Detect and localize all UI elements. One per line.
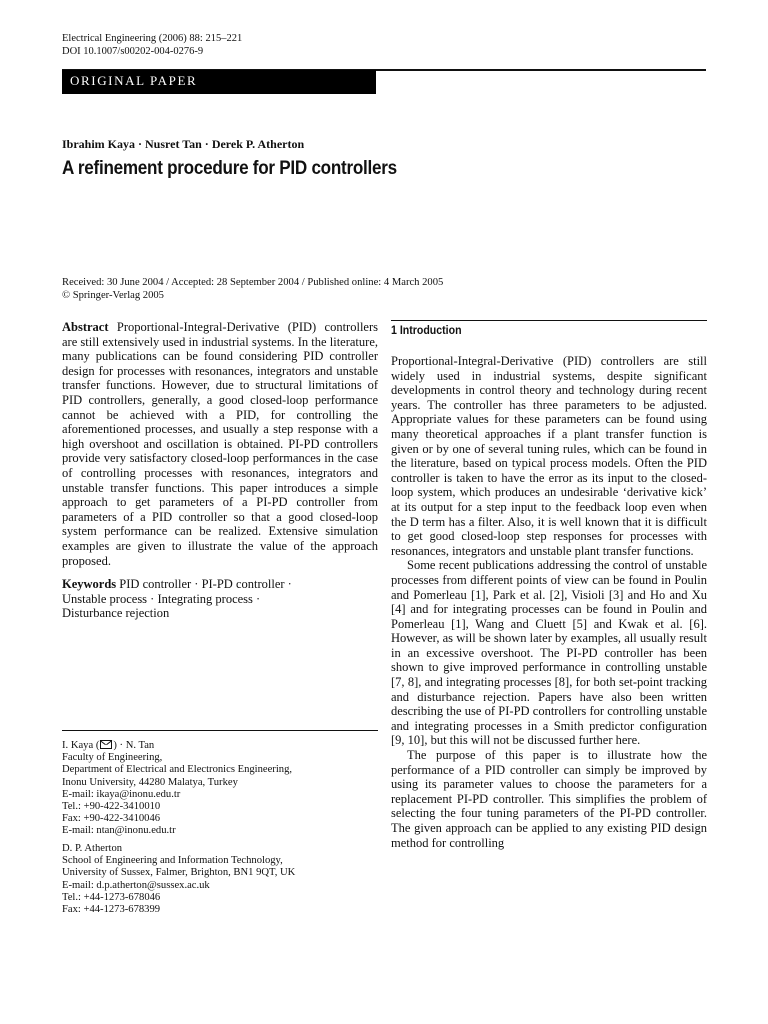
publication-dates: [62, 277, 443, 302]
left-column: [62, 320, 378, 621]
affiliation-name: D. P. Atherton: [62, 843, 123, 854]
introduction-body: [391, 354, 707, 850]
affiliation-kaya-tan: [62, 740, 292, 838]
keywords-label: Keywords: [62, 577, 117, 592]
affiliation-line: Inonu University, 44280 Malatya, Turkey: [62, 776, 238, 788]
affiliation-line: Faculty of Engineering,: [62, 752, 163, 764]
section-heading: 1 Introduction: [391, 325, 462, 337]
affiliation-line: University of Sussex, Falmer, Brighton, BN1 9QT, UK: [62, 867, 296, 879]
affiliation-email: E-mail: d.p.atherton@sussex.ac.uk: [62, 879, 210, 891]
received-dates: Received: 30 June 2004 / Accepted: 28 September 2004 / Published online: 4 March 2005: [62, 277, 444, 288]
affiliation-fax: Fax: +44-1273-678399: [62, 904, 161, 916]
affiliation-atherton: [62, 843, 295, 916]
affiliation-tel: Tel.: +44-1273-678046: [62, 891, 161, 903]
journal-citation: Electrical Engineering (2006) 88: 215–221: [62, 33, 243, 44]
author-list: Ibrahim Kaya · Nusret Tan · Derek P. Atherton: [62, 137, 305, 151]
copyright: © Springer-Verlag 2005: [62, 289, 164, 301]
paper-title: A refinement procedure for PID controllers: [62, 158, 397, 179]
article-type-banner: ORIGINAL PAPER: [62, 70, 376, 94]
journal-info: [62, 33, 242, 58]
keywords-line-2: Unstable process · Integrating process ·: [62, 591, 261, 606]
affiliation-tel: Tel.: +90-422-3410010: [62, 801, 161, 813]
doi: DOI 10.1007/s00202-004-0276-9: [62, 45, 204, 57]
affiliation-fax: Fax: +90-422-3410046: [62, 813, 161, 825]
intro-paragraph-1: Proportional-Integral-Derivative (PID) controllers are still widely used in industrial systems, despite significant developments in control theory and technology during recent years. The controller has three parameters to be adjusted. Appropriate values for these parameters can be found using many theoretical approaches if a plant transfer function is given or by one of several tuning rules, which can be found in the literature, based on typical process models. Often the PID controller is taken to have the error as its input to the closed-loop system, which produces an undesirable ‘derivative kick’ at its output for a step input to the feedback loop even when the D term has a filter. Also, it is well known that it is difficult to get good closed-loop step responses for processes with resonances, integrators and unstable plant transfer functions.: [391, 354, 707, 558]
affiliation-names-part2: ) · N. Tan: [113, 740, 155, 751]
abstract-text: Proportional-Integral-Derivative (PID) controllers are still extensively used in industrial systems. In the literature, many publications can be found considering PID controller design for processes with resonances, integrators and unstable transfer functions. However, due to structural limitations of PID controllers, generally, a good closed-loop performance cannot be achieved with a PID, for controlling the aforementioned processes, and usually a step response with a high overshoot and oscillation is obtained. PI-PD controllers provide very satisfactory closed-loop performances in the case of controlling processes with resonances, integrators and unstable transfer functions. This paper introduces a simple approach to get parameters of a PI-PD controller from parameters of a PID controller so that a good closed-loop system performance can be realized. Extensive simulation examples are given to illustrate the value of the approach proposed.: [62, 320, 378, 568]
abstract: [62, 320, 378, 568]
keywords: [62, 577, 378, 621]
envelope-icon: [100, 740, 112, 749]
keywords-line-3: Disturbance rejection: [62, 606, 170, 621]
affiliation-rule: [62, 730, 378, 731]
affiliation-line: Department of Electrical and Electronics Engineering,: [62, 764, 293, 776]
affiliation-email: E-mail: ikaya@inonu.edu.tr: [62, 788, 181, 800]
affiliation-line: School of Engineering and Information Technology,: [62, 855, 283, 867]
keywords-line-1: PID controller · PI-PD controller ·: [119, 577, 292, 592]
abstract-label: Abstract: [62, 320, 109, 334]
intro-paragraph-2: Some recent publications addressing the control of unstable processes from different points of view can be found in Poulin and Pomerleau [1], Park et al. [2], Visioli [3] and Ho and Xu [4] and for integrating processes can be found in Poulin and Pomerleau [1], Wang and Cluett [5] and Kwak et al. [6]. However, as will be shown later by examples, all usually result in an excessive overshoot. The PI-PD controller has been shown to give improved performance in controlling unstable [7, 8], and integrating processes [8], for both set-point tracking and disturbance rejection. Papers have also been written describing the use of PI-PD controllers for controlling unstable and integrating processes in a Smith predictor configuration [9, 10], but this will not be discussed further here.: [391, 558, 707, 748]
intro-paragraph-3: The purpose of this paper is to illustrate how the performance of a PID controller can simply be improved by using its parameter values to choose the parameters for a replacement PI-PD controller. This simplifies the problem of selecting the four tuning parameters of the PI-PD controller. The given approach can be applied to any existing PID design method for controlling: [391, 748, 707, 850]
section-rule: [391, 320, 707, 321]
affiliation-email: E-mail: ntan@inonu.edu.tr: [62, 825, 176, 837]
affiliation-names-part1: I. Kaya (: [62, 740, 100, 751]
